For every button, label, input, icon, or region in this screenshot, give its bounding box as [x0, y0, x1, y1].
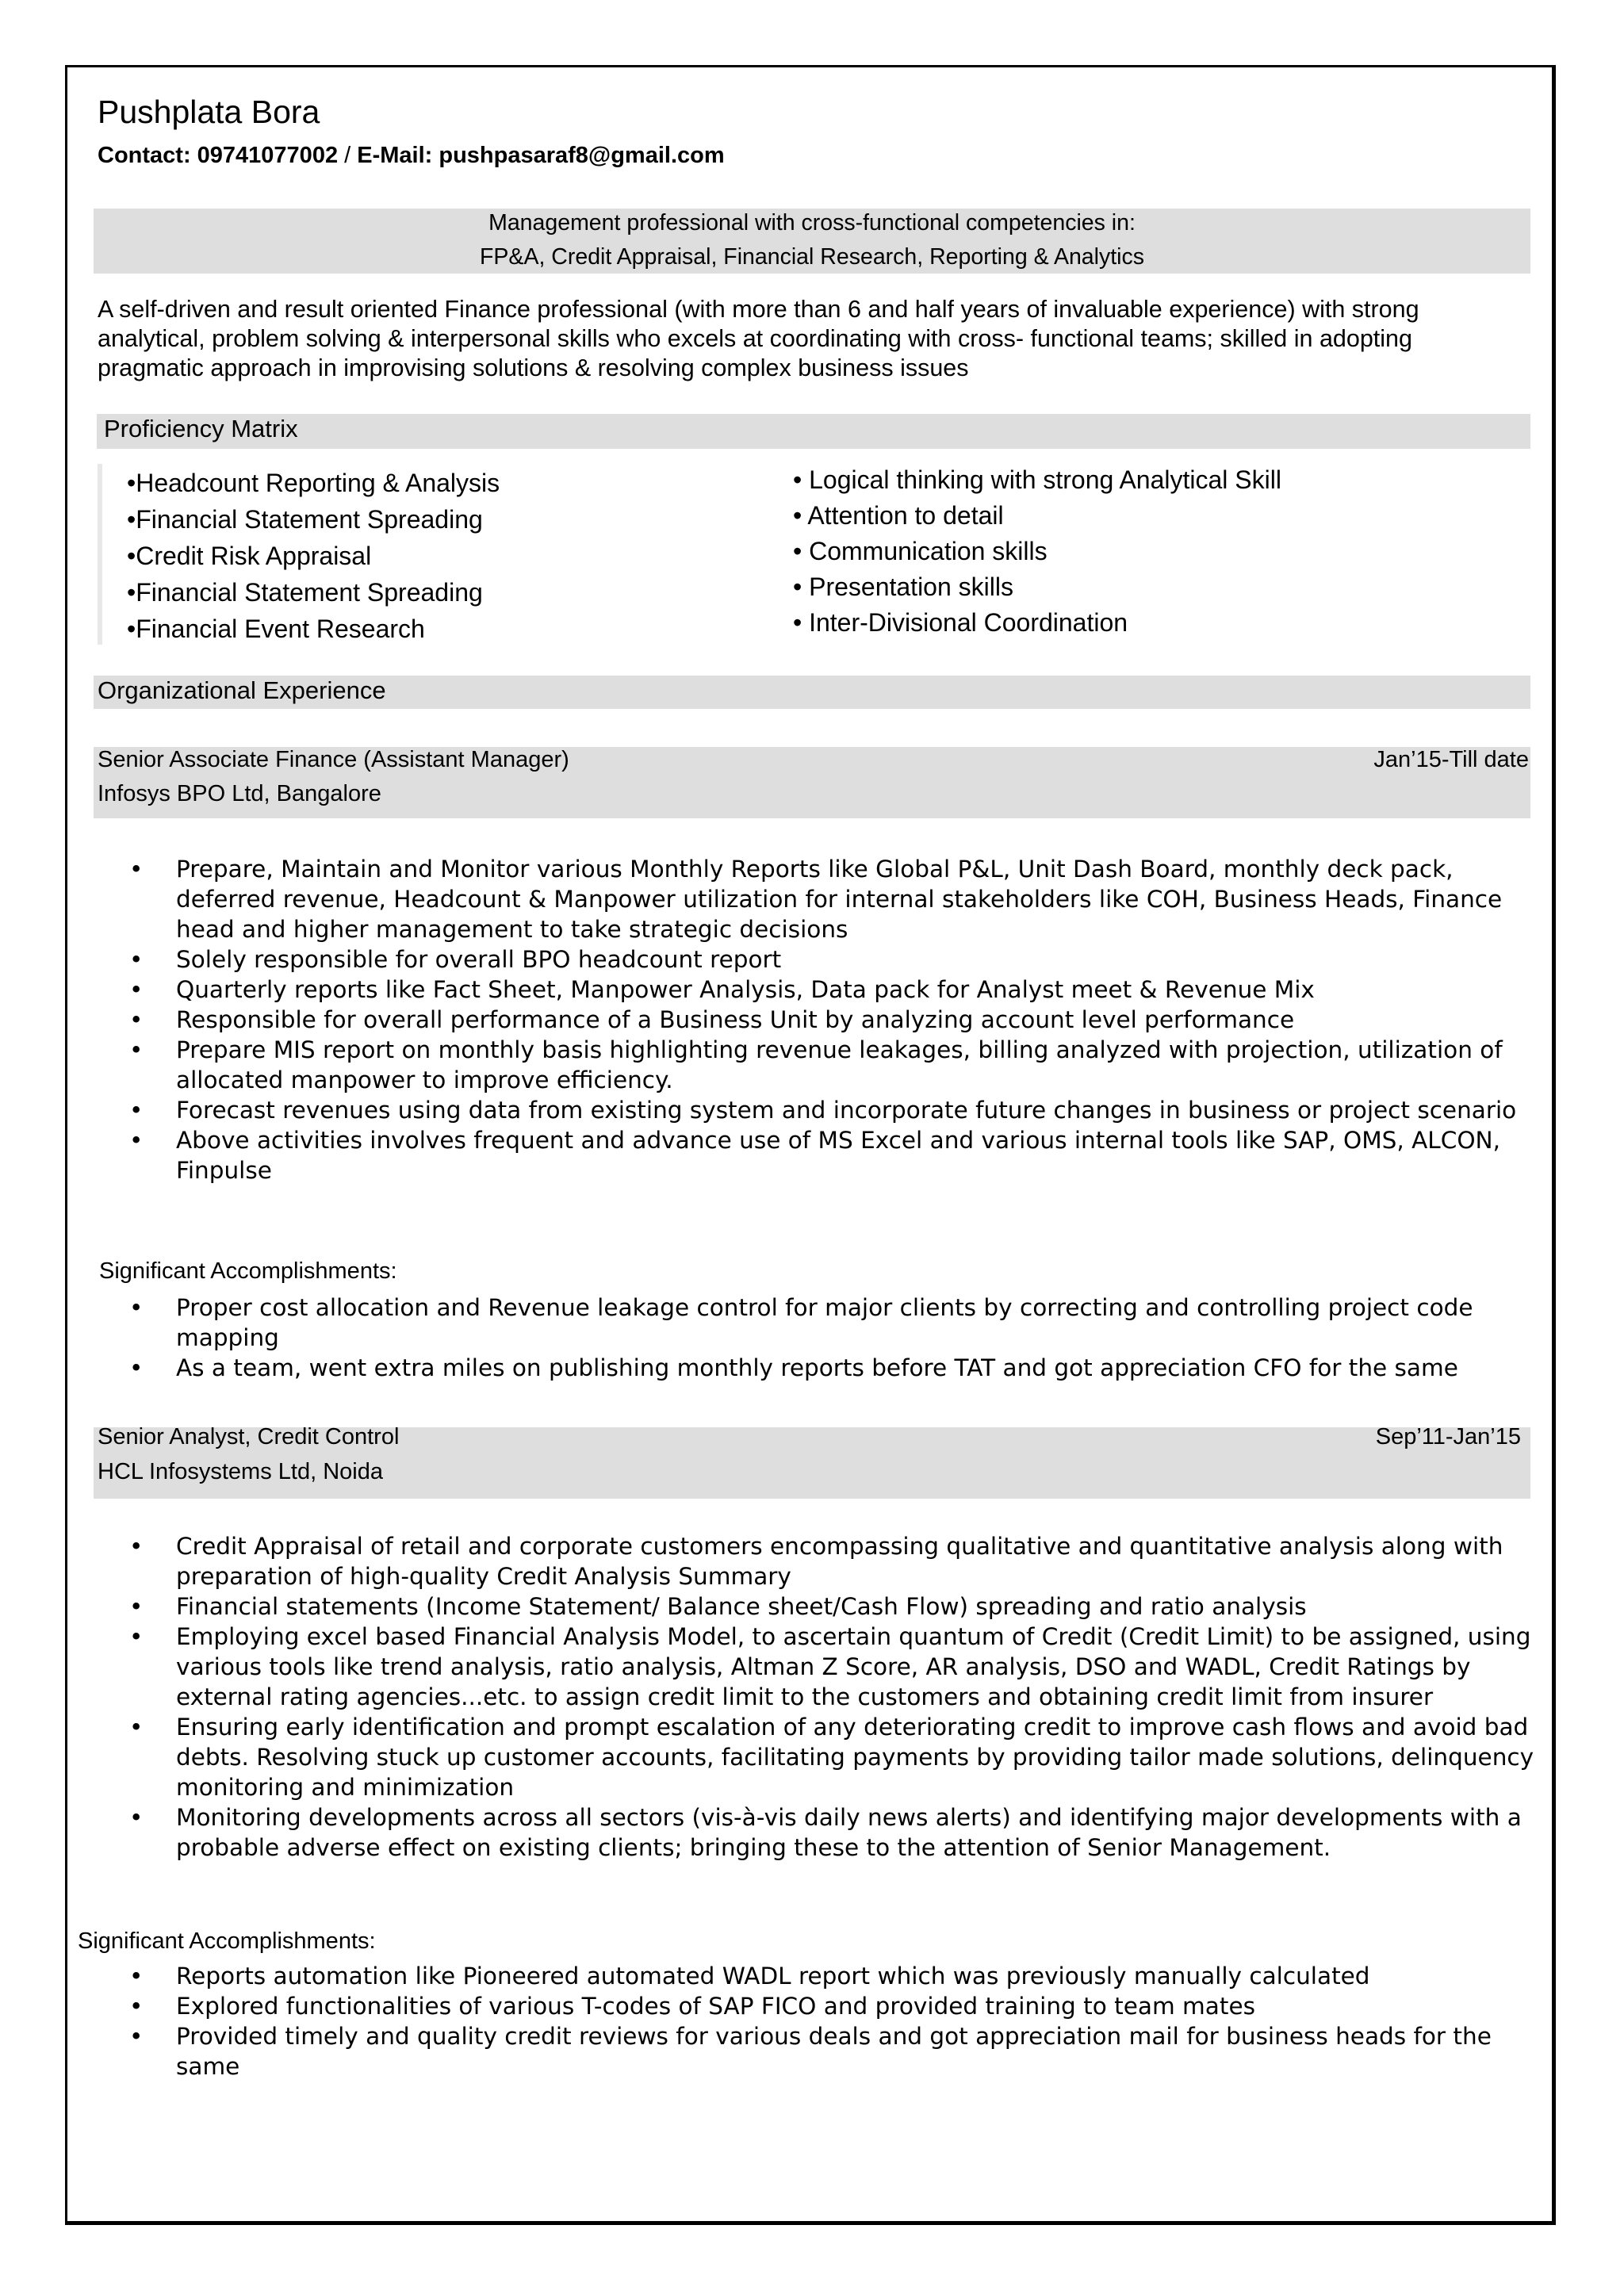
tagline-line-1: Management professional with cross-functional competencies in:	[488, 210, 1136, 236]
job-accomplishments	[98, 1293, 1557, 1383]
list-item: • Prepare MIS report on monthly basis highlighting revenue leakages, billing analyzed with projection, utilization of allocated manpower to improve efficiency.	[98, 1035, 1557, 1095]
list-item: • Provided timely and quality credit reviews for various deals and got appreciation mail for business heads for the same	[98, 2021, 1557, 2081]
proficiency-item: • Inter-Divisional Coordination	[793, 608, 1128, 637]
proficiency-item: •Financial Event Research	[127, 615, 425, 643]
job-role: Senior Associate Finance (Assistant Manager)	[98, 747, 569, 772]
job-company: HCL Infosystems Ltd, Noida	[98, 1459, 383, 1484]
job-company: Infosys BPO Ltd, Bangalore	[98, 781, 381, 806]
list-item: • Proper cost allocation and Revenue leakage control for major clients by correcting and controlling project code mapping	[98, 1293, 1557, 1353]
list-item: • Forecast revenues using data from existing system and incorporate future changes in business or project scenario	[98, 1095, 1557, 1125]
list-item: • Above activities involves frequent and advance use of MS Excel and various internal tools like SAP, OMS, ALCON, Finpulse	[98, 1125, 1557, 1185]
experience-heading: Organizational Experience	[98, 676, 386, 704]
list-item: • Monitoring developments across all sectors (vis-à-vis daily news alerts) and identifying major developments with a probable adverse effect on existing clients; bringing these to the attention of Senior Management.	[98, 1802, 1557, 1863]
tagline-line-2: FP&A, Credit Appraisal, Financial Research, Reporting & Analytics	[480, 244, 1144, 270]
proficiency-item: • Attention to detail	[793, 501, 1004, 530]
proficiency-item: •Headcount Reporting & Analysis	[127, 469, 500, 497]
accomplishments-label: Significant Accomplishments:	[78, 1928, 376, 1954]
list-item: • Explored functionalities of various T-codes of SAP FICO and provided training to team mates	[98, 1991, 1557, 2021]
proficiency-list-left	[127, 465, 500, 647]
proficiency-item: •Financial Statement Spreading	[127, 505, 483, 534]
contact-email: E-Mail: pushpasaraf8@gmail.com	[357, 143, 725, 168]
job-dates: Sep’11-Jan’15	[1375, 1424, 1521, 1450]
list-item: • Prepare, Maintain and Monitor various Monthly Reports like Global P&L, Unit Dash Board, monthly deck pack, deferred revenue, Headcount & Manpower utilization for internal stakeholders like COH, Business Heads, Finance head and higher management to take strategic decisions	[98, 854, 1557, 944]
list-item: • Reports automation like Pioneered automated WADL report which was previously manually calculated	[98, 1961, 1557, 1991]
list-item: • Solely responsible for overall BPO headcount report	[98, 944, 1557, 975]
candidate-name: Pushplata Bora	[98, 94, 320, 130]
proficiency-item: •Credit Risk Appraisal	[127, 542, 372, 570]
accomplishments-label: Significant Accomplishments:	[99, 1258, 397, 1284]
proficiency-item: • Presentation skills	[793, 573, 1013, 601]
list-item: • Ensuring early identification and prompt escalation of any deteriorating credit to improve cash flows and avoid bad debts. Resolving stuck up customer accounts, facilitating payments by providing tailor made solutions, delinquency monitoring and minimization	[98, 1712, 1557, 1802]
list-item: • Responsible for overall performance of a Business Unit by analyzing account level performance	[98, 1005, 1557, 1035]
list-item: • Employing excel based Financial Analysis Model, to ascertain quantum of Credit (Credit Limit) to be assigned, using various tools like trend analysis, ratio analysis, Altman Z Score, AR analysis, DSO and WADL, Credit Ratings by external rating agencies...etc. to assign credit limit to the customers and obtaining credit limit from insurer	[98, 1622, 1557, 1712]
proficiency-heading-band	[97, 414, 1530, 449]
job-responsibilities	[98, 1531, 1557, 1863]
proficiency-item: • Logical thinking with strong Analytical Skill	[793, 465, 1281, 494]
contact-separator: /	[338, 143, 358, 168]
proficiency-heading: Proficiency Matrix	[104, 415, 298, 442]
proficiency-list-right	[793, 462, 1281, 641]
job-role: Senior Analyst, Credit Control	[98, 1424, 400, 1450]
list-item: • Financial statements (Income Statement/ Balance sheet/Cash Flow) spreading and ratio analysis	[98, 1591, 1557, 1622]
professional-summary: A self-driven and result oriented Finance professional (with more than 6 and half years of invaluable experience) with strong analytical, problem solving & interpersonal skills who excels at coordinating with cross- functional teams; skilled in adopting pragmatic approach in improvising solutions & resolving complex business issues	[98, 296, 1419, 381]
job-accomplishments	[98, 1961, 1557, 2081]
contact-phone: Contact: 09741077002	[98, 143, 339, 168]
list-item: • As a team, went extra miles on publishing monthly reports before TAT and got appreciation CFO for the same	[98, 1353, 1557, 1383]
proficiency-item: •Financial Statement Spreading	[127, 578, 483, 607]
contact-line	[98, 143, 725, 169]
proficiency-item: • Communication skills	[793, 537, 1048, 565]
proficiency-side-rule	[98, 464, 102, 645]
job-responsibilities	[98, 854, 1557, 1185]
list-item: • Quarterly reports like Fact Sheet, Manpower Analysis, Data pack for Analyst meet & Revenue Mix	[98, 975, 1557, 1005]
job-dates: Jan’15-Till date	[1373, 747, 1529, 772]
list-item: • Credit Appraisal of retail and corporate customers encompassing qualitative and quantitative analysis along with preparation of high-quality Credit Analysis Summary	[98, 1531, 1557, 1591]
